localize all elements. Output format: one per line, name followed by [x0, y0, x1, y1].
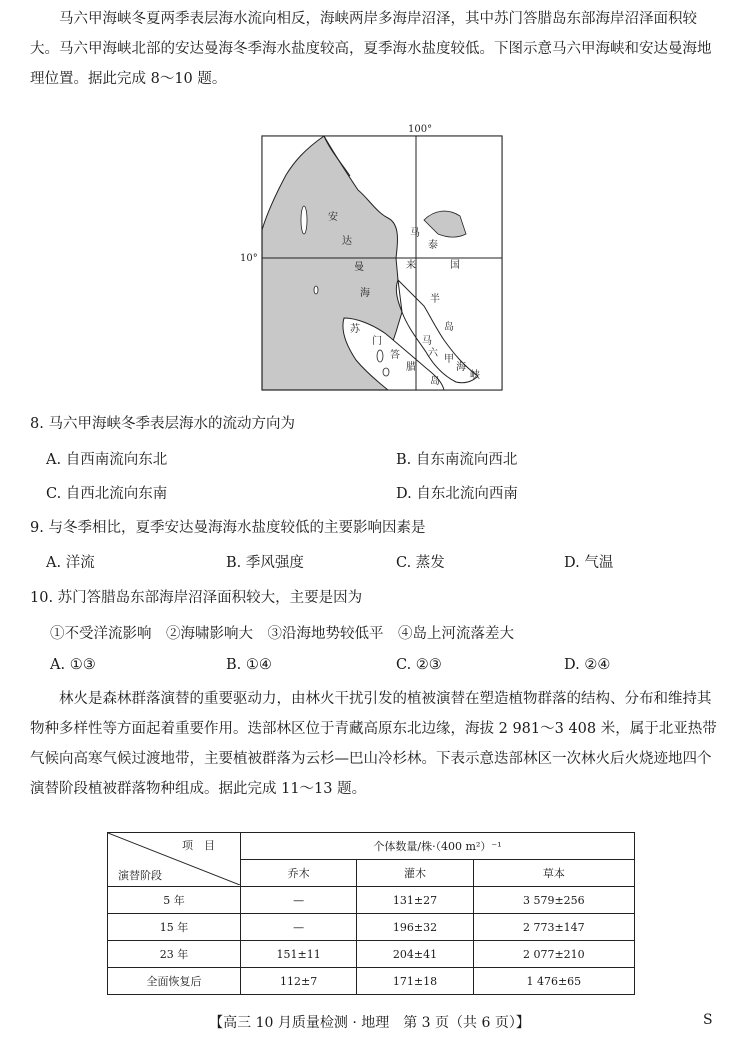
table-group-header: 个体数量/株·（400 m²）⁻¹ — [241, 833, 635, 860]
q8-option-a[interactable]: A. 自西南流向东北 — [46, 452, 168, 468]
q8-option-d[interactable]: D. 自东北流向西南 — [396, 486, 518, 502]
value-cell: 171±18 — [357, 968, 473, 995]
map-label: 曼 — [354, 262, 364, 273]
value-cell: — — [241, 914, 357, 941]
stage-cell: 15 年 — [108, 914, 241, 941]
map-label: 岛 — [444, 322, 454, 333]
column-header: 草本 — [473, 860, 634, 887]
value-cell: 204±41 — [357, 941, 473, 968]
table-corner-header — [108, 833, 241, 887]
map-label: 答 — [390, 350, 400, 361]
map-label: 来 — [406, 260, 416, 271]
column-header: 乔木 — [241, 860, 357, 887]
q10-statements: ①不受洋流影响 ②海啸影响大 ③沿海地势较低平 ④岛上河流落差大 — [50, 626, 514, 642]
passage-intro-1: 马六甲海峡冬夏两季表层海水流向相反，海峡两岸多海岸沼泽，其中苏门答腊岛东部海岸沼泽面积较大。马六甲海峡北部的安达曼海冬季海水盐度较高，夏季海水盐度较低。下图示意马六甲海峡和安达曼海地理位置。据此完成 8～10 题。 — [30, 11, 712, 87]
q10-option-c[interactable]: C. ②③ — [396, 657, 442, 673]
map-label: 苏 — [350, 324, 360, 335]
map-label: 岛 — [430, 376, 440, 387]
column-header: 灌木 — [357, 860, 473, 887]
lon-label: 100° — [408, 124, 433, 135]
map-label: 腊 — [406, 362, 416, 373]
q9-option-d[interactable]: D. 气温 — [564, 555, 614, 571]
value-cell: 131±27 — [357, 887, 473, 914]
value-cell: 3 579±256 — [473, 887, 634, 914]
map-label: 马 — [422, 336, 432, 347]
map-label: 半 — [430, 294, 440, 305]
page-footer: 【高三 10 月质量检测 · 地理 第 3 页（共 6 页）】 — [209, 1015, 530, 1031]
q10-option-b[interactable]: B. ①④ — [226, 657, 272, 673]
map-label: 泰 — [428, 240, 438, 251]
side-mark: S — [703, 1012, 713, 1028]
map-label: 海 — [456, 362, 466, 373]
map-label: 国 — [450, 260, 460, 271]
corner-top-label: 项 目 — [182, 839, 215, 852]
value-cell: 2 773±147 — [473, 914, 634, 941]
question-8-stem: 8. 马六甲海峡冬季表层海水的流动方向为 — [30, 416, 295, 432]
q10-option-d[interactable]: D. ②④ — [564, 657, 611, 673]
map-label: 甲 — [444, 354, 454, 365]
table-row — [108, 887, 635, 914]
q10-option-a[interactable]: A. ①③ — [50, 657, 96, 673]
corner-bottom-label: 演替阶段 — [118, 869, 162, 882]
q9-option-b[interactable]: B. 季风强度 — [226, 555, 304, 571]
map-label: 达 — [342, 236, 352, 247]
passage-intro-2: 林火是森林群落演替的重要驱动力，由林火干扰引发的植被演替在塑造植物群落的结构、分布和维持其物种多样性等方面起着重要作用。迭部林区位于青藏高原东北边缘，海拔 2 981～3 408 米，属于北亚热带气候向高寒气候过渡地带，主要植被群落为云杉—巴山冷杉林。下表示意迭部林区一次林火后火烧迹地四个演替阶段植被群落物种组成。据此完成 11～13 题。 — [30, 691, 717, 797]
map-label: 海 — [360, 288, 370, 299]
stage-cell: 全面恢复后 — [108, 968, 241, 995]
map-label: 安 — [328, 212, 338, 223]
table-row — [108, 941, 635, 968]
value-cell: 196±32 — [357, 914, 473, 941]
value-cell: — — [241, 887, 357, 914]
map-label: 六 — [428, 348, 438, 359]
map-label: 峡 — [470, 370, 480, 381]
stage-cell: 5 年 — [108, 887, 241, 914]
value-cell: 112±7 — [241, 968, 357, 995]
q8-option-c[interactable]: C. 自西北流向东南 — [46, 486, 168, 502]
value-cell: 2 077±210 — [473, 941, 634, 968]
q9-option-a[interactable]: A. 洋流 — [46, 555, 95, 571]
succession-table — [107, 832, 635, 995]
value-cell: 151±11 — [241, 941, 357, 968]
question-10-stem: 10. 苏门答腊岛东部海岸沼泽面积较大，主要是因为 — [30, 590, 363, 606]
q8-option-b[interactable]: B. 自东南流向西北 — [396, 452, 518, 468]
question-9-stem: 9. 与冬季相比，夏季安达曼海海水盐度较低的主要影响因素是 — [30, 520, 426, 536]
map-label: 门 — [372, 336, 382, 347]
lat-label: 10° — [240, 253, 258, 264]
map-label: 马 — [410, 228, 420, 239]
table-row — [108, 914, 635, 941]
q9-option-c[interactable]: C. 蒸发 — [396, 555, 445, 571]
value-cell: 1 476±65 — [473, 968, 634, 995]
table-row — [108, 968, 635, 995]
strait-map — [238, 120, 508, 392]
stage-cell: 23 年 — [108, 941, 241, 968]
